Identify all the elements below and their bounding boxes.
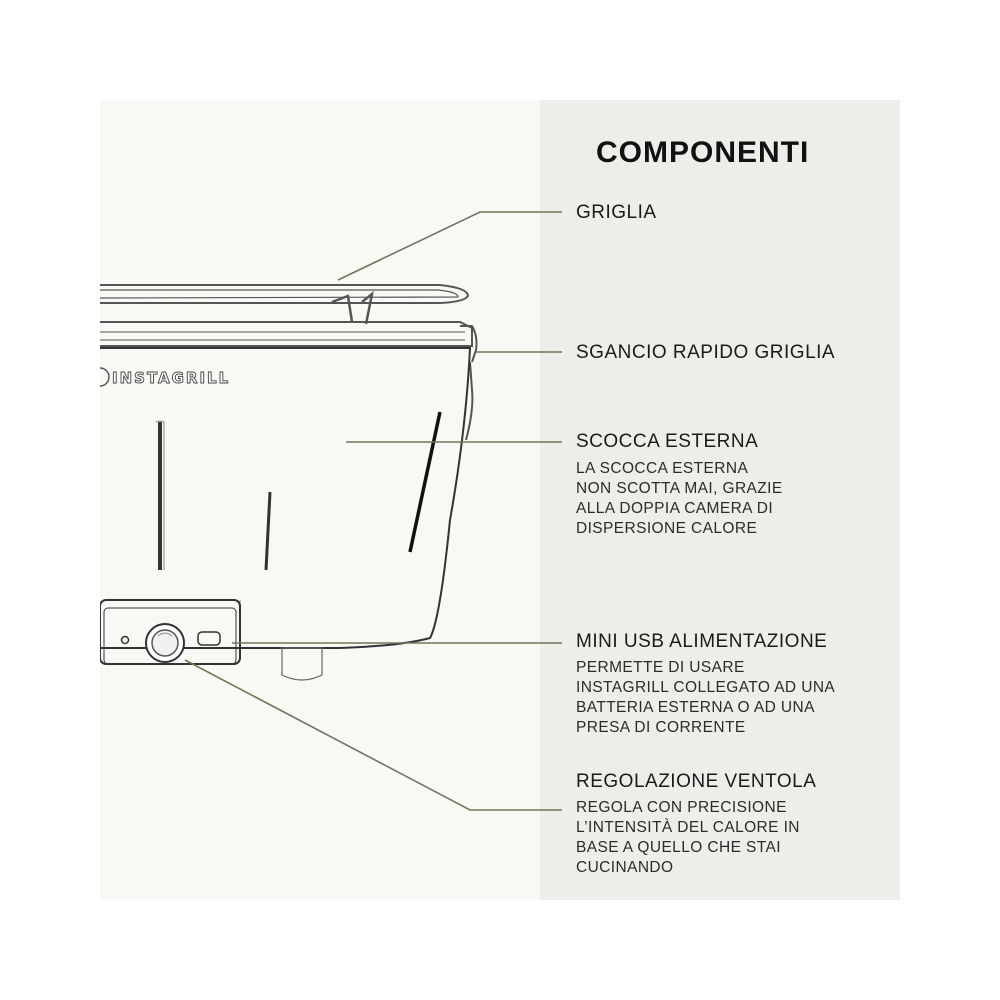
brand-wordmark: INSTAGRILL (112, 369, 231, 387)
component-description-regolazione-ventola: REGOLA CON PRECISIONE L’INTENSITÀ DEL CALORE IN BASE A QUELLO CHE STAI CUCINANDO (576, 799, 800, 876)
brand-logo (100, 368, 230, 387)
control-panel (100, 600, 322, 680)
component-label-sgancio-rapido: SGANCIO RAPIDO GRIGLIA (576, 342, 836, 363)
outer-body (100, 348, 470, 648)
component-label-scocca-esterna: SCOCCA ESTERNA (576, 431, 759, 452)
page-title: COMPONENTI (596, 136, 810, 169)
leader-lines (185, 212, 562, 810)
infographic-panel (100, 100, 900, 900)
component-description-mini-usb: PERMETTE DI USARE INSTAGRILL COLLEGATO AD UNA BATTERIA ESTERNA O AD UNA PRESA DI CORRENTE (576, 659, 836, 736)
component-description-scocca-esterna: LA SCOCCA ESTERNA NON SCOTTA MAI, GRAZIE ALLA DOPPIA CAMERA DI DISPERSIONE CALORE (576, 460, 783, 537)
leader-line-ventola (185, 660, 562, 810)
component-label-mini-usb: MINI USB ALIMENTAZIONE (576, 631, 828, 652)
fan-knob (146, 624, 184, 662)
component-label-griglia: GRIGLIA (576, 202, 657, 223)
leader-line-griglia (338, 212, 562, 280)
grill-grate (100, 285, 468, 324)
component-label-regolazione-ventola: REGOLAZIONE VENTOLA (576, 771, 817, 792)
grill-lower-rim (100, 322, 472, 346)
